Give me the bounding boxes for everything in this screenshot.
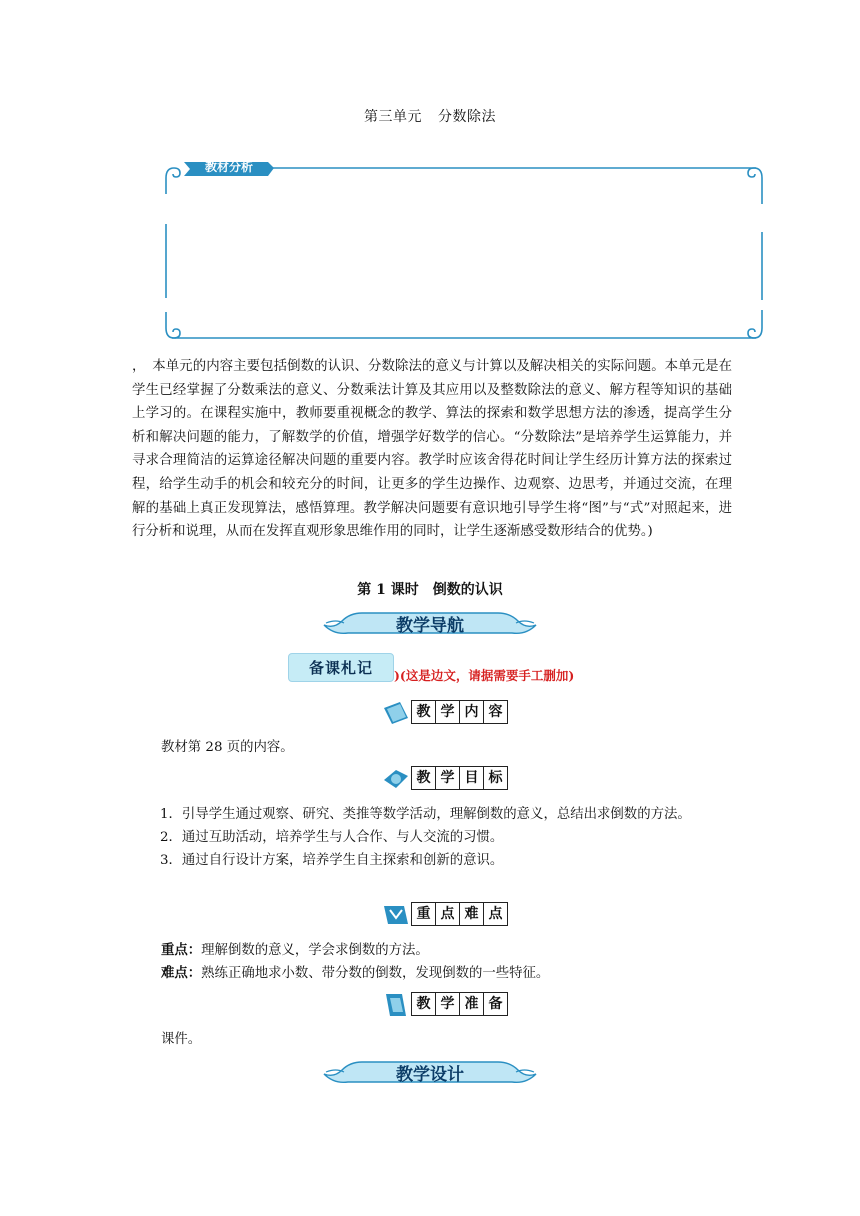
margin-note: )(这是边文，请据需要手工删加) [394, 668, 575, 683]
unit-number: 第三单元 [364, 109, 422, 125]
header-char: 学 [435, 700, 460, 724]
banner-title: 教学设计 [396, 1065, 464, 1085]
key-icon [382, 902, 410, 928]
goal-item: 2．通过互助活动，培养学生与人合作、与人交流的习惯。 [160, 830, 504, 845]
unit-name: 分数除法 [438, 109, 496, 125]
key-point-text: 理解倒数的意义，学会求倒数的方法。 [201, 943, 429, 958]
intro-text: ， 本单元的内容主要包括倒数的认识、分数除法的意义与计算以及解决相关的实际问题。本单元是在学生已经掌握了分数乘法的意义、分数乘法计算及其应用以及整数除法的意义、解方程等知识的基础上学习的。在课程实施中，教师要重视概念的教学、算法的探索和数学思想方法的渗透，提高学生分析和解决问题的能力，了解数学的价值，增强学好数学的信心。“分数除法”是培养学生运算能力，并寻求合理简洁的运算途径解决问题的重要内容。教学时应该舍得花时间让学生经历计算方法的探索过程，给学生动手的机会和较充分的时间，让更多的学生边操作、边观察、边思考，并通过交流，在理解的基础上真正发现算法，感悟算理。教学解决问题要有意识地引导学生将“图”与“式”对照起来，进行分析和说理，从而在发挥直观形象思维作用的同时，让学生逐渐感受数形结合的优势。) [132, 359, 732, 540]
header-char: 容 [483, 700, 508, 724]
banner-title: 教学导航 [396, 616, 464, 636]
goal-item: 1．引导学生通过观察、研究、类推等数学活动，理解倒数的意义，总结出求倒数的方法。 [160, 807, 691, 822]
key-point-line [161, 940, 429, 961]
header-char: 标 [483, 766, 508, 790]
prep-icon [382, 992, 410, 1018]
teaching-nav-banner [322, 609, 538, 639]
header-char: 教 [411, 992, 436, 1016]
header-char: 重 [411, 902, 436, 926]
lesson-title [0, 579, 860, 599]
difficulty-line [161, 963, 549, 984]
header-char: 教 [411, 700, 436, 724]
difficulty-text: 熟练正确地求小数、带分数的倒数，发现倒数的一些特征。 [201, 966, 550, 981]
header-char: 教 [411, 766, 436, 790]
header-char: 准 [459, 992, 484, 1016]
analysis-tag: 教材分析 [204, 160, 253, 174]
prep-text: 课件。 [161, 1032, 202, 1047]
header-char: 难 [459, 902, 484, 926]
difficulty-label: 难点： [161, 965, 202, 981]
target-icon [382, 766, 410, 792]
header-char: 学 [435, 766, 460, 790]
goal-item: 3．通过自行设计方案，培养学生自主探索和创新的意识。 [160, 853, 504, 868]
header-char: 目 [459, 766, 484, 790]
header-char: 学 [435, 992, 460, 1016]
book-icon [382, 700, 410, 726]
analysis-frame [160, 160, 768, 346]
lesson-name: 倒数的认识 [432, 582, 503, 598]
intro-paragraph [132, 355, 732, 544]
key-point-label: 重点： [161, 942, 202, 958]
notes-badge [288, 653, 394, 682]
header-char: 点 [435, 902, 460, 926]
goals-list [132, 803, 732, 872]
header-char: 点 [483, 902, 508, 926]
content-text: 教材第 28 页的内容。 [161, 740, 294, 755]
notes-badge-label: 备课札记 [308, 659, 373, 677]
unit-title [0, 106, 860, 126]
header-char: 备 [483, 992, 508, 1016]
header-char: 内 [459, 700, 484, 724]
lesson-number: 第 1 课时 [357, 582, 419, 598]
teaching-design-banner [322, 1058, 538, 1088]
